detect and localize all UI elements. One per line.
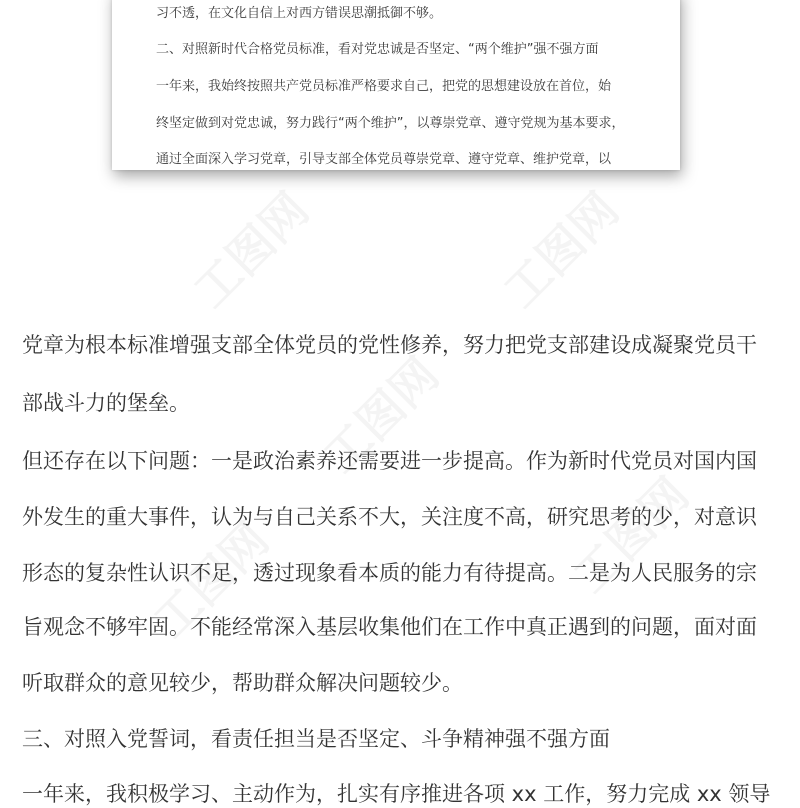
section-heading: 三、对照入党誓词，看责任担当是否坚定、斗争精神强不强方面 xyxy=(22,727,610,751)
body-text-line: 外发生的重大事件，认为与自己关系不大，关注度不高，研究思考的少，对意识 xyxy=(22,505,757,529)
body-text-line: 旨观念不够牢固。不能经常深入基层收集他们在工作中真正遇到的问题，面对面 xyxy=(22,615,757,639)
body-text-line: 一年来，我积极学习、主动作为，扎实有序推进各项 xx 工作，努力完成 xx 领导 xyxy=(22,782,771,806)
body-text-line: 形态的复杂性认识不足，透过现象看本质的能力有待提高。二是为人民服务的宗 xyxy=(22,561,757,585)
body-text-line: 但还存在以下问题：一是政治素养还需要进一步提高。作为新时代党员对国内国 xyxy=(22,449,757,473)
document-preview-card xyxy=(112,0,680,170)
card-text-line: 习不透，在文化自信上对西方错误思潮抵御不够。 xyxy=(156,6,443,21)
card-text-line: 通过全面深入学习党章，引导支部全体党员尊崇党章、遵守党章、维护党章，以 xyxy=(156,152,612,167)
body-text-line: 党章为根本标准增强支部全体党员的党性修养，努力把党支部建设成凝聚党员干 xyxy=(22,333,757,357)
card-text-line: 二、对照新时代合格党员标准，看对党忠诚是否坚定、“两个维护”强不强方面 xyxy=(156,42,599,57)
watermark xyxy=(487,176,631,320)
card-text-line: 终坚定做到对党忠诚，努力践行“两个维护”，以尊崇党章、遵守党规为基本要求， xyxy=(156,116,625,131)
body-text-line: 听取群众的意见较少，帮助群众解决问题较少。 xyxy=(22,671,463,695)
card-text-line: 一年来，我始终按照共产党员标准严格要求自己，把党的思想建设放在首位，始 xyxy=(156,79,612,94)
watermark xyxy=(177,176,321,320)
body-text-line: 部战斗力的堡垒。 xyxy=(22,391,190,415)
